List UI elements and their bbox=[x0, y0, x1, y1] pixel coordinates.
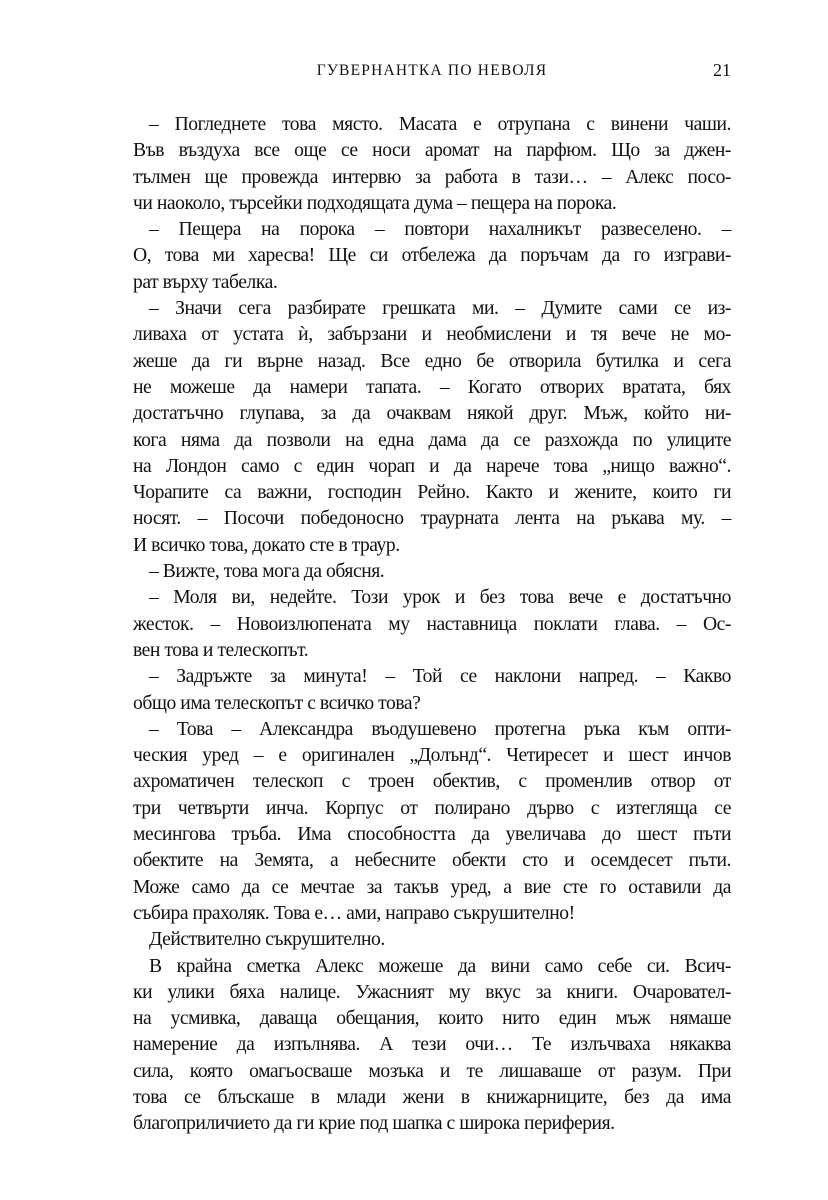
text-line: И всичко това, докато сте в траур. bbox=[133, 534, 400, 556]
text-line: тълмен ще провежда интервю за работа в тази… – Алекс посо- bbox=[133, 166, 731, 188]
text-line: Във въздуха все още се носи аромат на парфюм. Що за джен- bbox=[133, 140, 731, 162]
text-line: не можеше да намери тапата. – Когато отворих вратата, бях bbox=[133, 376, 731, 398]
text-line: ки улики бяха налице. Ужасният му вкус за книги. Очаровател- bbox=[133, 981, 731, 1003]
text-line: ахроматичен телескоп с троен обектив, с променлив отвор от bbox=[133, 771, 731, 793]
text-line: жесток. – Новоизлюпената му наставница поклати глава. – Ос- bbox=[133, 613, 731, 635]
text-line: общо има телескопът с всичко това? bbox=[133, 692, 421, 714]
text-line: – Погледнете това място. Масата е отрупана с винени чаши. bbox=[149, 114, 731, 135]
text-line: това се блъскаше в млади жени в книжарниците, без да има bbox=[133, 1086, 731, 1108]
text-line: благоприличието да ги крие под шапка с широка периферия. bbox=[133, 1113, 615, 1135]
text-line: Чорапите са важни, господин Рейно. Както и жените, които ги bbox=[133, 482, 731, 504]
text-line: достатъчно глупава, за да очаквам някой друг. Мъж, който ни- bbox=[133, 403, 731, 425]
text-line: вен това и телескопът. bbox=[133, 639, 309, 661]
text-line: носят. – Посочи победоносно траурната лента на ръкава му. – bbox=[133, 508, 731, 530]
text-line: рат върху табелка. bbox=[133, 271, 278, 293]
page-number: 21 bbox=[713, 60, 731, 80]
text-line: – Това – Александра въодушевено протегна ръка към опти- bbox=[149, 718, 731, 740]
text-line: – Значи сега разбирате грешката ми. – Думите сами се из- bbox=[149, 298, 731, 320]
page-header bbox=[133, 60, 731, 84]
text-line: О, това ми харесва! Ще си отбележа да поръчам да го изграви- bbox=[133, 245, 731, 267]
text-line: жеше да ги върне назад. Все едно бе отворила бутилка и сега bbox=[133, 350, 731, 372]
text-line: три четвърти инча. Корпус от полирано дърво с изтегляща се bbox=[133, 797, 731, 819]
text-line: – Пещера на порока – повтори нахалникът развеселено. – bbox=[149, 219, 731, 241]
text-line: събира прахоляк. Това е… ами, направо съкрушително! bbox=[133, 902, 575, 924]
text-line: кога няма да позволи на една дама да се разхожда по улиците bbox=[133, 429, 731, 451]
running-title: ГУВЕРНАНТКА ПО НЕВОЛЯ bbox=[316, 62, 548, 79]
text-line: сила, която омагьосваше мозъка и те лишаваше от разум. При bbox=[133, 1060, 731, 1082]
text-line: – Вижте, това мога да обясня. bbox=[149, 561, 385, 583]
text-line: – Моля ви, недейте. Този урок и без това вече е достатъчно bbox=[149, 587, 731, 609]
text-line: ческия уред – е оригинален „Долънд“. Четиресет и шест инчов bbox=[133, 745, 731, 767]
text-line: ливаха от устата ѝ, забързани и необмислени и тя вече не мо- bbox=[133, 324, 731, 346]
text-line: Може само да се мечтае за такъв уред, а вие сте го оставили да bbox=[133, 876, 731, 898]
text-line: В крайна сметка Алекс можеше да вини само себе си. Всич- bbox=[149, 955, 731, 977]
text-line: на Лондон само с един чорап и да нарече това „нищо важно“. bbox=[133, 455, 731, 477]
text-line: обектите на Земята, а небесните обекти сто и осемдесет пъти. bbox=[133, 850, 731, 872]
text-line: чи наоколо, търсейки подходящата дума – пещера на порока. bbox=[133, 192, 617, 214]
body-text bbox=[133, 112, 731, 1138]
text-line: на усмивка, даваща обещания, които нито един мъж нямаше bbox=[133, 1008, 731, 1030]
text-line: – Задръжте за минута! – Той се наклони напред. – Какво bbox=[149, 666, 731, 688]
text-line: намерение да изпълнява. А тези очи… Те излъчваха някаква bbox=[133, 1034, 731, 1056]
text-line: месингова тръба. Има способността да увеличава до шест пъти bbox=[133, 824, 731, 846]
text-line: Действително съкрушително. bbox=[149, 929, 385, 951]
